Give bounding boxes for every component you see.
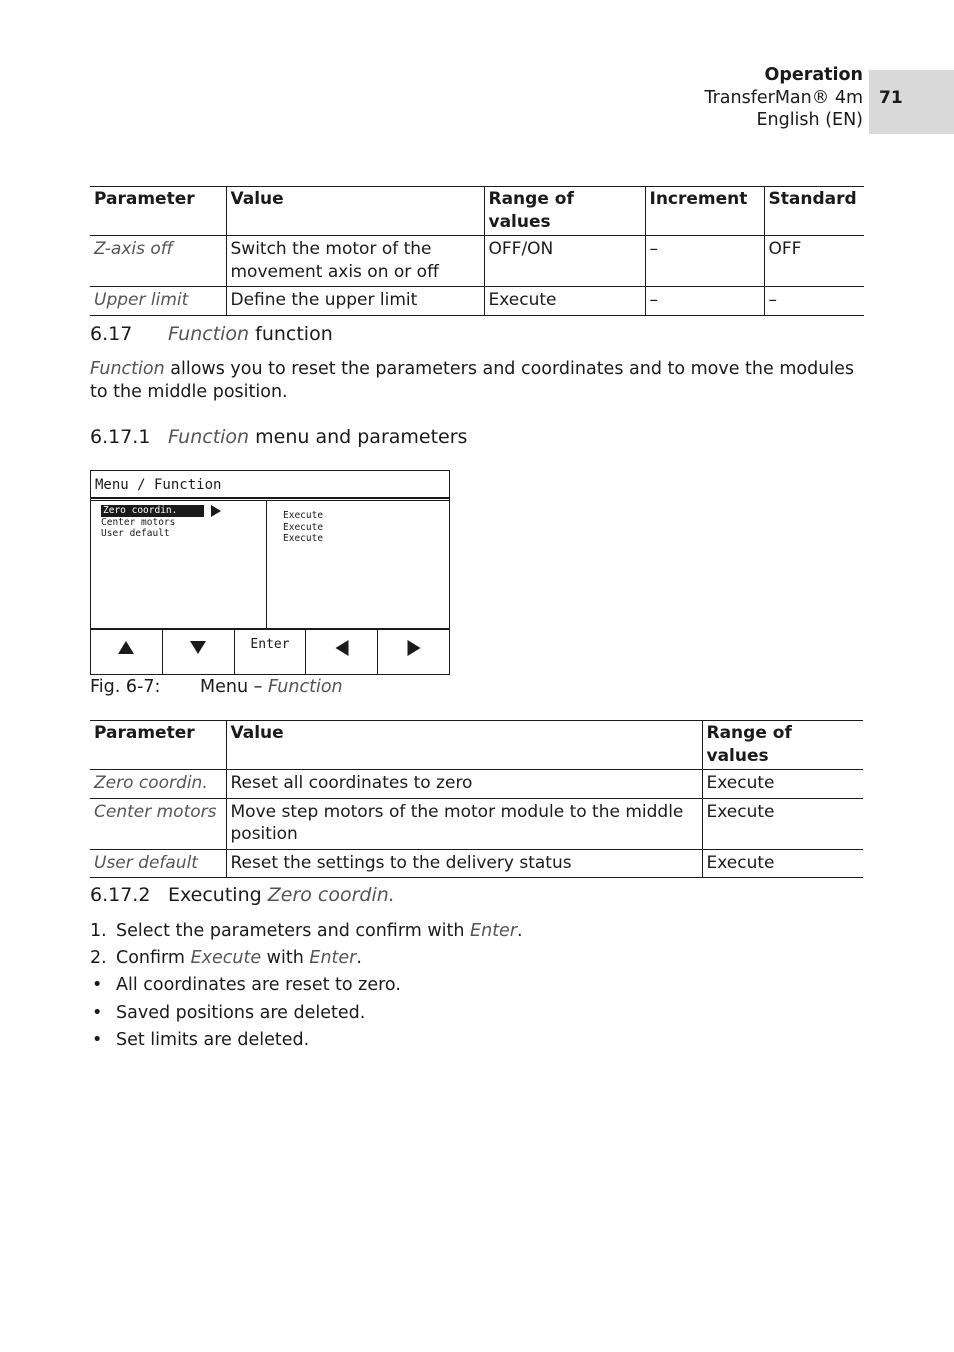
- step-punctuation: .: [356, 948, 362, 969]
- column-header: Standard: [764, 187, 864, 236]
- section-title-rest: menu and parameters: [255, 426, 468, 448]
- column-header: Range of values: [702, 721, 863, 770]
- result-item: [90, 972, 523, 999]
- increment-cell: –: [645, 236, 764, 287]
- parameter-cell: User default: [90, 849, 226, 878]
- parameter-cell: Upper limit: [90, 287, 226, 316]
- section-heading-6-17-2: [90, 884, 395, 906]
- step-item: [90, 945, 523, 972]
- table-row: [90, 798, 863, 849]
- lcd-divider: [91, 500, 449, 501]
- step-text: with: [266, 948, 304, 969]
- up-key[interactable]: [91, 630, 162, 674]
- page-number: 71: [879, 88, 903, 108]
- section-6-17-body: [90, 358, 860, 403]
- lcd-menu-screen: [90, 470, 450, 675]
- result-item: [90, 1027, 523, 1054]
- range-cell: Execute: [702, 798, 863, 849]
- range-cell: Execute: [484, 287, 645, 316]
- value-cell: Define the upper limit: [226, 287, 484, 316]
- section-number: 6.17: [90, 323, 133, 345]
- right-key[interactable]: [377, 630, 449, 674]
- enter-key[interactable]: [234, 630, 306, 674]
- lcd-menu-item-zero-coordin[interactable]: Zero coordin.: [101, 505, 204, 517]
- figure-caption: [90, 676, 343, 699]
- lcd-divider: [91, 497, 449, 499]
- table-header-row: [90, 721, 863, 770]
- section-title-italic: Zero coordin.: [267, 884, 395, 906]
- step-marker: 2.: [90, 948, 107, 969]
- down-key[interactable]: [162, 630, 234, 674]
- selection-arrow-icon: [211, 505, 221, 517]
- left-key[interactable]: [305, 630, 377, 674]
- bullet-marker: •: [92, 1029, 103, 1050]
- value-cell: Switch the motor of the movement axis on or off: [226, 236, 484, 287]
- step-italic: Enter: [470, 921, 518, 941]
- parameter-table-1: [90, 186, 864, 316]
- value-cell: Move step motors of the motor module to the middle position: [226, 798, 702, 849]
- bullet-marker: •: [92, 1002, 103, 1023]
- step-punctuation: .: [517, 921, 523, 941]
- arrow-right-icon: [407, 640, 420, 656]
- section-title-italic: Function: [168, 323, 250, 345]
- standard-cell: –: [764, 287, 864, 316]
- value-cell: Reset all coordinates to zero: [226, 770, 702, 799]
- column-header: Parameter: [90, 721, 226, 770]
- column-header: Value: [226, 721, 702, 770]
- body-text: allows you to reset the parameters and coordinates and to move the modules to the middle position.: [90, 359, 855, 402]
- standard-cell: OFF: [764, 236, 864, 287]
- page-header: [704, 64, 863, 132]
- range-cell: OFF/ON: [484, 236, 645, 287]
- section-title-plain: Executing: [168, 884, 262, 906]
- lcd-value: Execute: [283, 533, 324, 544]
- body-italic: Function: [90, 359, 165, 379]
- range-cell: Execute: [702, 849, 863, 878]
- caption-italic: Function: [267, 677, 343, 697]
- column-header: Value: [226, 187, 484, 236]
- header-product: TransferMan® 4m: [704, 87, 863, 108]
- step-item: [90, 918, 523, 945]
- enter-key-label: Enter: [250, 637, 290, 652]
- step-text: Confirm: [116, 948, 185, 969]
- result-text: Saved positions are deleted.: [116, 1002, 366, 1023]
- arrow-up-icon: [118, 641, 134, 654]
- parameter-cell: Zero coordin.: [90, 770, 226, 799]
- column-header: Parameter: [90, 187, 226, 236]
- step-italic: Execute: [190, 948, 262, 969]
- step-italic: Enter: [309, 948, 357, 969]
- section-title-rest: function: [255, 323, 333, 345]
- lcd-value: Execute: [283, 510, 324, 521]
- lcd-menu-item-center-motors[interactable]: Center motors: [101, 517, 176, 528]
- step-marker: 1.: [90, 921, 107, 941]
- result-item: [90, 1000, 523, 1027]
- page-number-box: [869, 70, 954, 134]
- parameter-table-2: [90, 720, 863, 878]
- header-section: Operation: [764, 65, 863, 85]
- arrow-left-icon: [335, 640, 348, 656]
- lcd-column-divider: [266, 501, 267, 628]
- parameter-cell: Z-axis off: [90, 236, 226, 287]
- result-text: Set limits are deleted.: [116, 1029, 310, 1050]
- section-title-italic: Function: [168, 426, 250, 448]
- arrow-down-icon: [190, 641, 206, 654]
- figure-label: Fig. 6-7:: [90, 677, 161, 697]
- lcd-title: Menu / Function: [95, 477, 222, 493]
- lcd-softkey-bar: [91, 628, 449, 674]
- table-header-row: [90, 187, 864, 236]
- section-heading-6-17: [90, 323, 333, 345]
- procedure-list: [90, 918, 523, 1054]
- table-row: [90, 236, 864, 287]
- bullet-marker: •: [92, 975, 103, 996]
- step-text: Select the parameters and confirm with: [116, 921, 465, 941]
- result-text: All coordinates are reset to zero.: [116, 975, 401, 996]
- column-header: Increment: [645, 187, 764, 236]
- header-language: English (EN): [756, 110, 863, 130]
- caption-text: Menu –: [200, 677, 263, 697]
- section-number: 6.17.1: [90, 426, 151, 448]
- column-header: Range of values: [484, 187, 645, 236]
- table-row: [90, 770, 863, 799]
- lcd-menu-item-user-default[interactable]: User default: [101, 528, 170, 539]
- range-cell: Execute: [702, 770, 863, 799]
- table-row: [90, 287, 864, 316]
- increment-cell: –: [645, 287, 764, 316]
- value-cell: Reset the settings to the delivery status: [226, 849, 702, 878]
- section-heading-6-17-1: [90, 426, 467, 448]
- lcd-value: Execute: [283, 522, 324, 533]
- table-row: [90, 849, 863, 878]
- section-number: 6.17.2: [90, 884, 151, 906]
- parameter-cell: Center motors: [90, 798, 226, 849]
